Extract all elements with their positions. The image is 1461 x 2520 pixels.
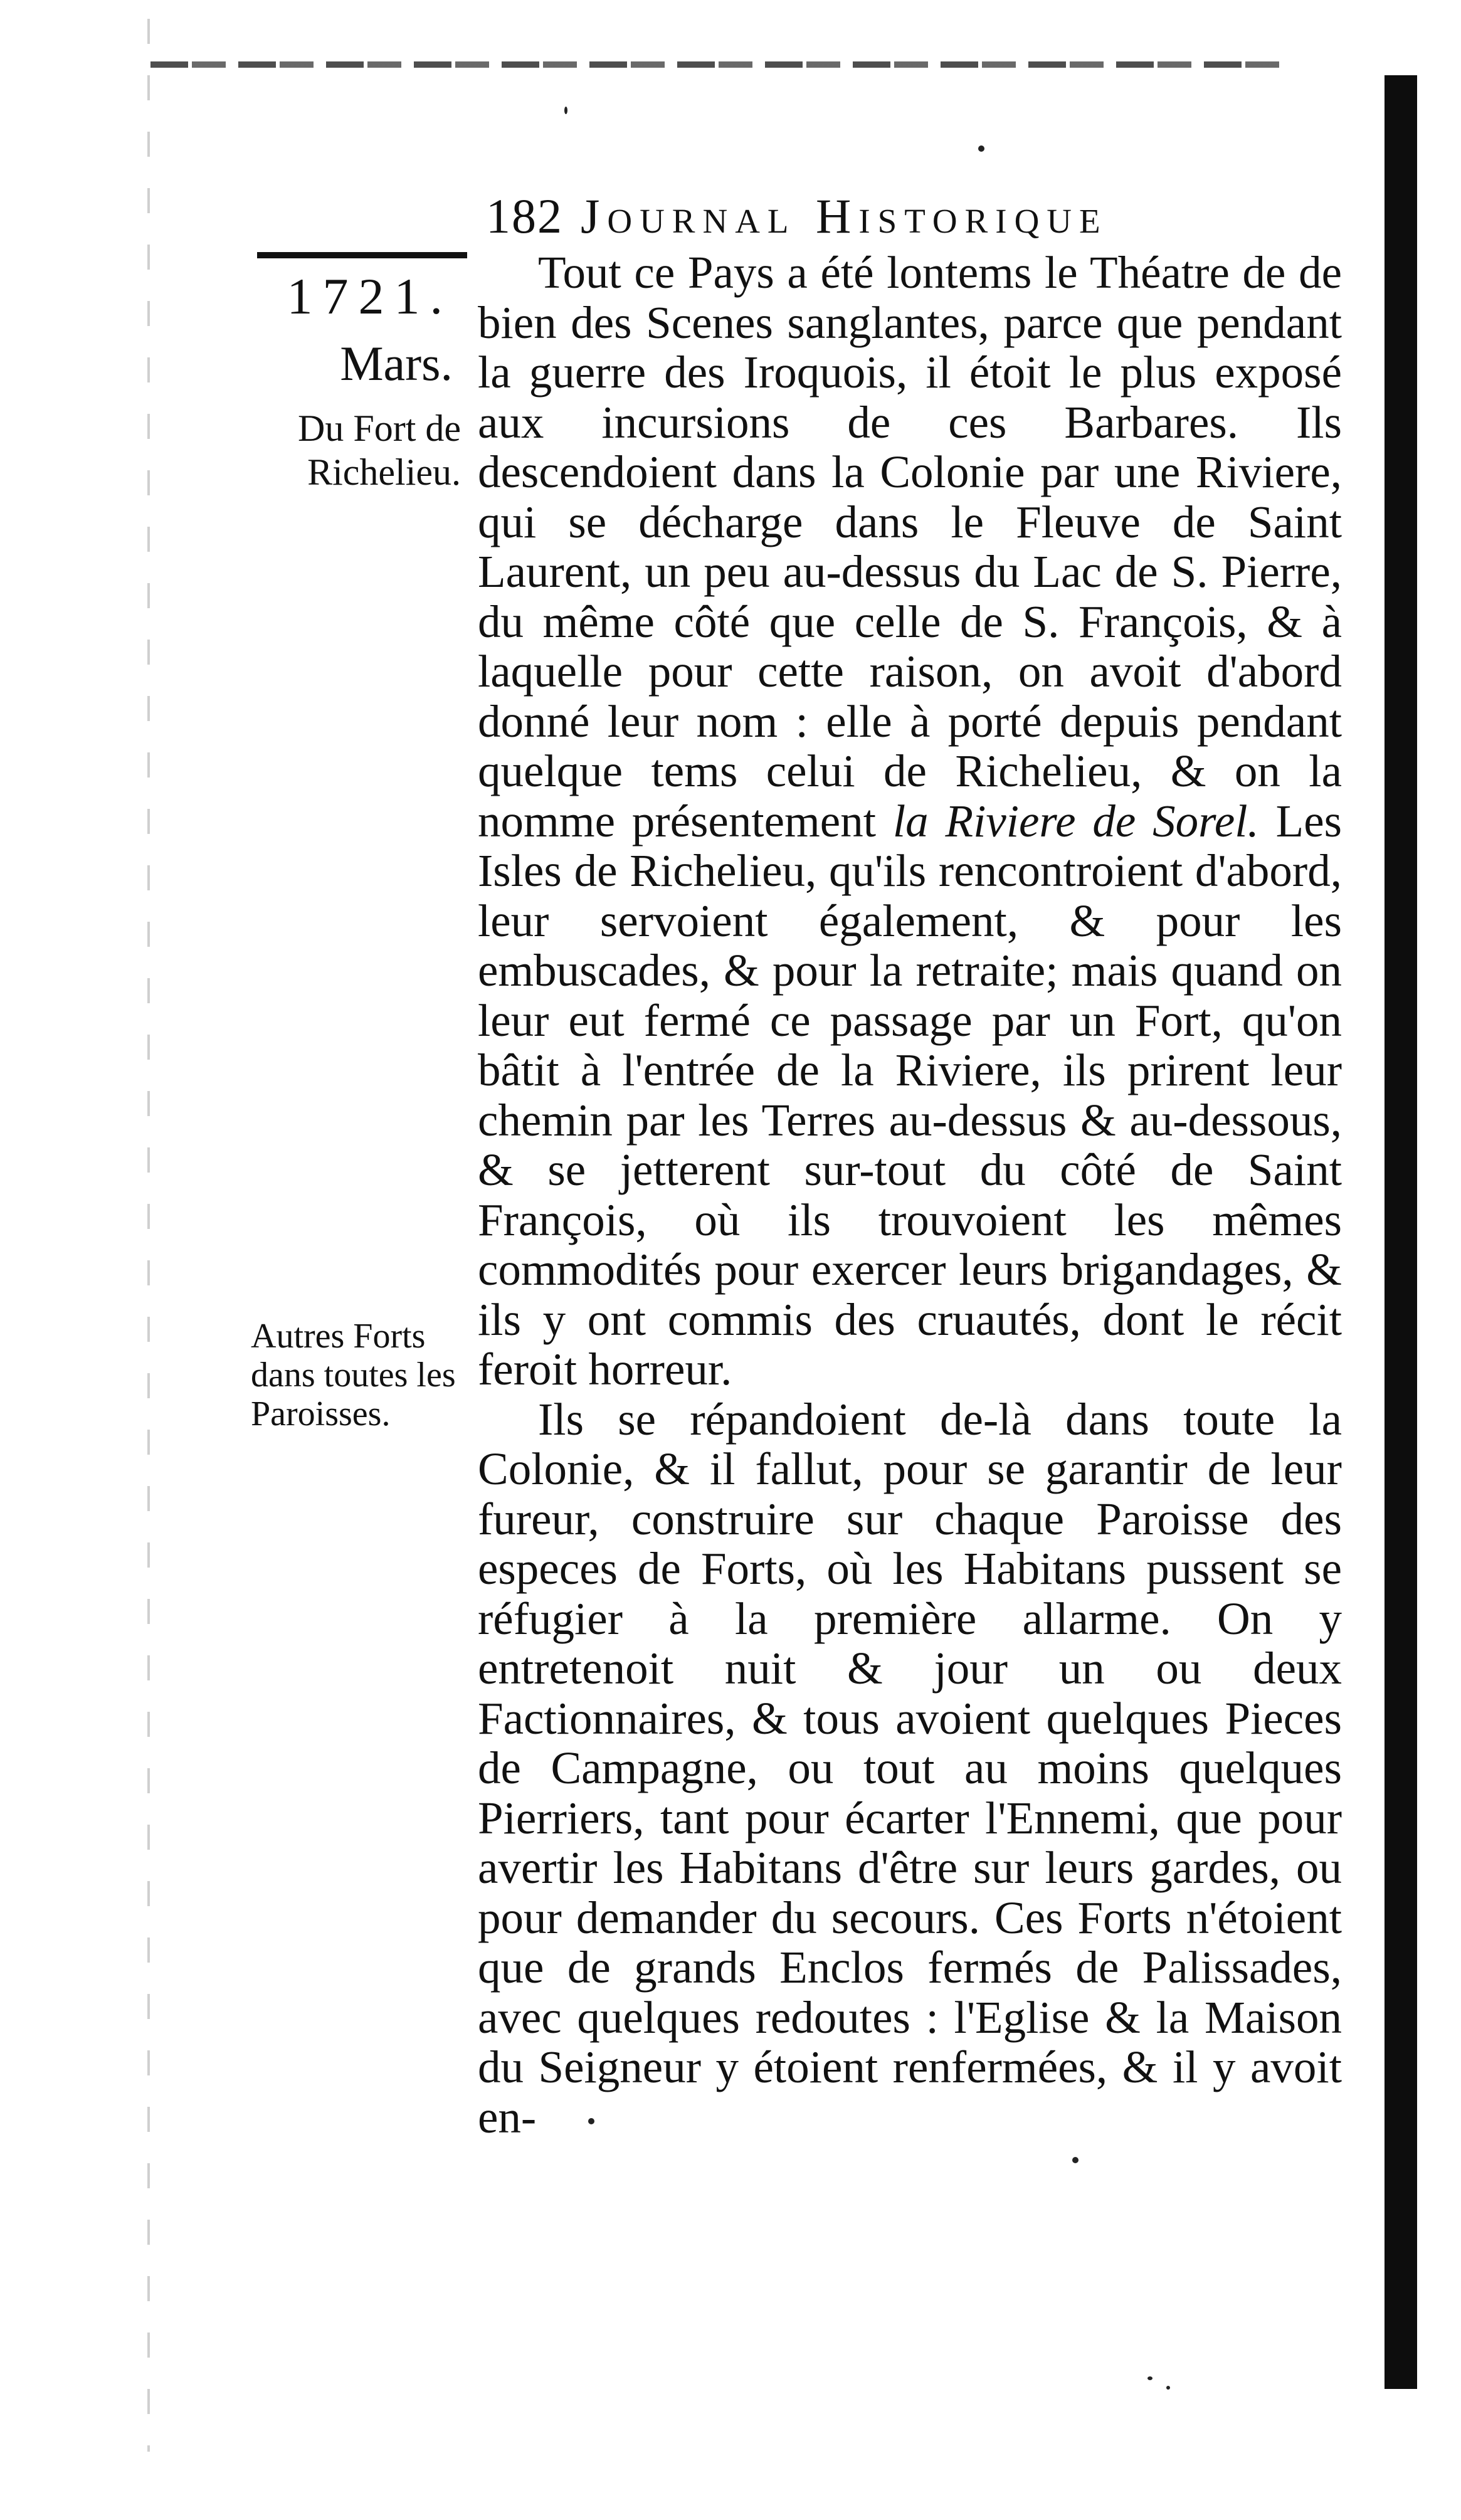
margin-year: 1721. (287, 268, 453, 325)
italic-river-name: la Riviere de Sorel. (892, 795, 1259, 846)
page-edge-shadow (147, 19, 150, 2452)
margin-note-fort-richelieu: Du Fort de Richelieu. (298, 408, 461, 493)
margin-rule (257, 252, 467, 258)
margin-note-autres-forts: Autres Forts dans toutes les Paroisses. (251, 1317, 456, 1433)
paragraph-1: Tout ce Pays a été lontems le Théatre de de bien des Scenes sanglantes, parce que pendant la guerre des Iroquois, il étoit le plus exposé aux incursions de ces Barbares. Ils descendoient dans la Colonie par une Riviere, qui se décharge dans le Fleuve de Saint Laurent, un peu au-dessus du Lac de S. Pierre, du même côté que celle de S. François, & à laquelle pour cette raison, on avoit d'abord donné leur nom : elle à porté depuis pendant quelque tems celui de Richelieu, & on la nomme présentement la Riviere de Sorel. Les Isles de Richelieu, qu'ils rencontroient d'abord, leur servoient également, & pour les embuscades, & pour la retraite; mais quand on leur eut fermé ce passage par un Fort, qu'on bâtit à l'entrée de la Riviere, ils prirent leur chemin par les Terres au-dessus & au-dessous, & se jetterent sur-tout du côté de Saint François, où ils trouvoient les mêmes commodités pour exercer leurs brigandages, & ils y ont commis des cruautés, dont le récit feroit horreur. (478, 247, 1342, 1394)
running-title: Journal Historique (581, 189, 1108, 243)
body-text (478, 248, 1342, 2142)
margin-month: Mars. (340, 336, 453, 391)
top-edge-rule (150, 61, 1292, 68)
page-number: 182 (486, 189, 563, 243)
running-header (486, 182, 1351, 251)
paragraph-2: Ils se répandoient de-là dans toute la Colonie, & il fallut, pour se garantir de leur fureur, construire sur chaque Paroisse des especes de Forts, où les Habitans pussent se réfugier à la première allarme. On y entretenoit nuit & jour un ou deux Factionnaires, & tous avoient quelques Pieces de Campagne, ou tout au moins quelques Pierriers, tant pour écarter l'Ennemi, que pour avertir les Habitans d'être sur leurs gardes, ou pour demander du secours. Ces Forts n'étoient que de grands Enclos fermés de Palissades, avec quelques redoutes : l'Eglise & la Maison du Seigneur y étoient renfermées, & il y avoit en- (478, 1393, 1342, 2143)
binding-shadow (1385, 75, 1417, 2389)
